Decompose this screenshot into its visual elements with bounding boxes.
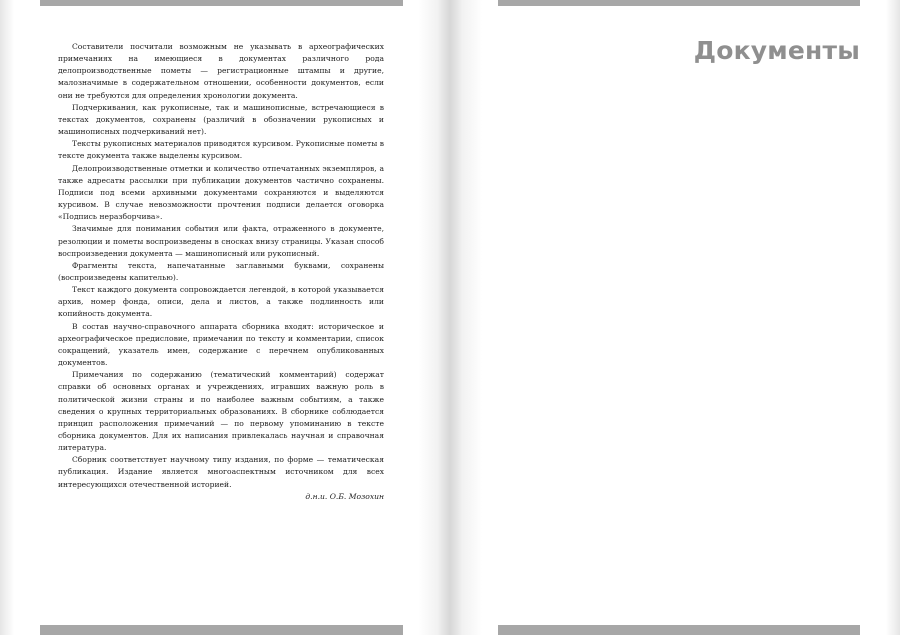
paragraph: Подчеркивания, как рукописные, так и машинописные, встречающиеся в текстах документов, сохранены (различий в обозначении рукописных и машинописных подчеркиваний нет). [58,102,384,137]
right-bottom-bar [498,625,860,635]
paragraph: Примечания по содержанию (тематический комментарий) содержат справки об основных органах и учреждениях, игравших важную роль в политической жизни страны и по наиболее важным событиям, а также сведения о крупных территориальных образованиях. В сборнике соблюдается принцип расположения примечаний — по первому упоминанию в тексте сборника документов. Для их написания привлекалась научная и справочная литература. [58,370,384,453]
paragraph: Фрагменты текста, напечатанные заглавными буквами, сохранены (воспроизведены капителью). [58,260,384,282]
book-gutter-shadow [418,0,482,635]
paragraph: В состав научно-справочного аппарата сборника входят: историческое и археографическое предисловие, примечания по тексту и комментарии, список сокращений, указатель имен, содержание с перечнем опубликованных документов. [58,321,384,368]
right-page [450,0,900,635]
paragraph: Делопроизводственные отметки и количество отпечатанных экземпляров, а также адресаты рассылки при публикации документов частично сохранены. Подписи под всеми архивными документами сохраняются и выделяются курсивом. В случае невозможности прочтения подписи делается оговорка «Подпись неразборчива». [58,163,384,222]
paragraph: Текст каждого документа сопровождается легендой, в которой указывается архив, номер фонда, описи, дела и листов, а также подлинность или копийность документа. [58,285,384,319]
left-page-text [58,41,384,503]
left-bottom-bar [40,625,403,635]
section-heading: Документы [693,36,860,65]
right-page-edge-shadow [886,0,900,635]
left-top-bar [40,0,403,6]
left-page-edge-shadow [0,0,14,635]
paragraph: Составители посчитали возможным не указывать в археографических примечаниях на имеющиеся в документах различного рода делопроизводственные пометы — регистрационные штампы и другие, малозначимые в содержательном отношении, особенности документов, если они не требуются для определения хронологии документа. [58,42,384,100]
paragraph: Сборник соответствует научному типу издания, по форме — тематическая публикация. Издание является многоаспектным источником для всех интересующихся отечественной историей. [58,455,384,489]
paragraph: Тексты рукописных материалов приводятся курсивом. Рукописные пометы в тексте документа также выделены курсивом. [58,139,384,161]
right-top-bar [498,0,860,6]
paragraph: Значимые для понимания события или факта, отраженного в документе, резолюции и пометы воспроизведены в сносках внизу страницы. Указан способ воспроизведения документа — машинописный или рукописный. [58,224,384,258]
author-signature: д.н.и. О.Б. Мозохин [305,491,384,501]
